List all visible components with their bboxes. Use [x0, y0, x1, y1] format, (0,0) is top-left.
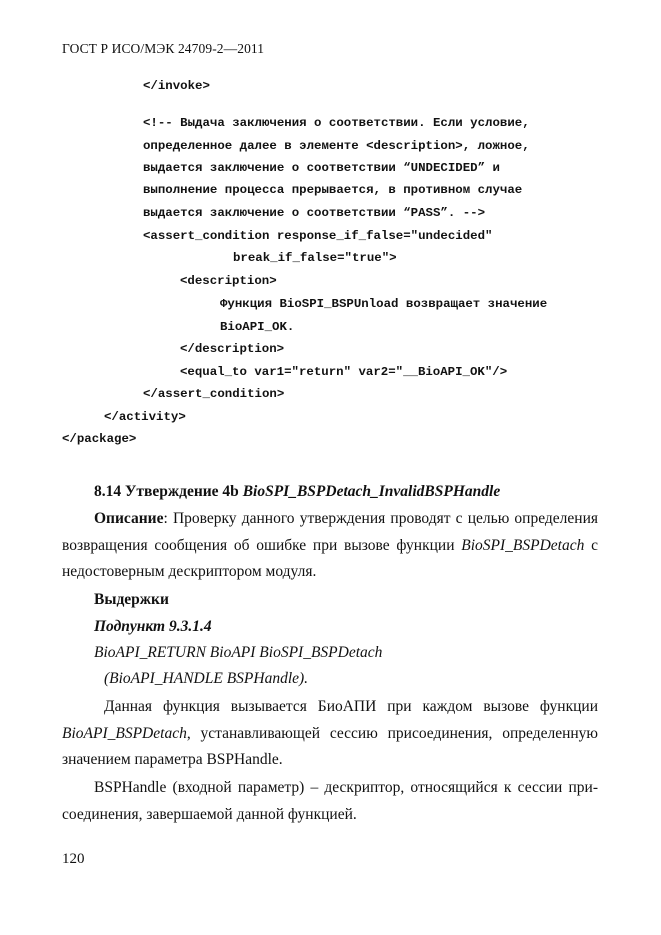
- paragraph-line: значением параметра BSPHandle.: [62, 751, 283, 768]
- signature-line: BioAPI_RETURN BioAPI BioSPI_BSPDetach: [94, 644, 383, 661]
- code-line: выдается заключение о соответствии “PASS”. -->: [143, 206, 486, 220]
- subclause-label: Подпункт 9.3.1.4: [94, 618, 212, 635]
- section-heading: [94, 483, 500, 501]
- code-line: </description>: [180, 342, 285, 356]
- code-line: <assert_condition response_if_false="undecided": [143, 229, 493, 243]
- signature-line: (BioAPI_HANDLE BSPHandle).: [104, 670, 309, 687]
- code-line: выполнение процесса прерывается, в противном случае: [143, 183, 523, 197]
- paragraph-line: соединения, завершаемой данной функцией.: [62, 806, 357, 823]
- section-number-title: 8.14 Утверждение 4b: [94, 483, 243, 500]
- function-name: BioSPI_BSPDetach: [461, 537, 585, 554]
- code-line: определенное далее в элементе <description>, ложное,: [143, 139, 530, 153]
- description-label: Описание: [94, 510, 164, 527]
- paragraph-line: BSPHandle (входной параметр) – дескриптор, относящийся к сессии при-: [94, 779, 598, 796]
- function-name: BioAPI_BSPDetach: [62, 725, 187, 742]
- code-line: <description>: [180, 274, 277, 288]
- code-line: </assert_condition>: [143, 387, 285, 401]
- document-header: ГОСТ Р ИСО/МЭК 24709-2—2011: [62, 41, 265, 56]
- paragraph-line: Данная функция вызывается БиоАПИ при каждом вызове функции: [104, 698, 598, 715]
- code-line: </package>: [62, 432, 137, 446]
- page-number: 120: [62, 851, 85, 867]
- code-line: <!-- Выдача заключения о соответствии. Если условие,: [143, 116, 530, 130]
- code-line: <equal_to var1="return" var2="__BioAPI_OK"/>: [180, 365, 508, 379]
- section-assertion-name: BioSPI_BSPDetach_InvalidBSPHandle: [242, 483, 501, 500]
- code-line: </activity>: [104, 410, 186, 424]
- code-line: </invoke>: [143, 79, 210, 93]
- code-line: break_if_false="true">: [233, 251, 397, 265]
- description-line: Описание: Проверку данного утверждения проводят с целью определения: [94, 510, 598, 527]
- excerpts-label: Выдержки: [94, 591, 169, 608]
- description-line: возвращения сообщения об ошибке при вызове функции BioSPI_BSPDetach с: [62, 537, 598, 554]
- code-line: выдается заключение о соответствии “UNDECIDED” и: [143, 161, 500, 175]
- code-line: BioAPI_OK.: [220, 320, 295, 334]
- paragraph-line: BioAPI_BSPDetach, устанавливающей сессию присоединения, определенную: [62, 725, 598, 742]
- description-line: недостоверным дескриптором модуля.: [62, 563, 317, 580]
- code-line: Функция BioSPI_BSPUnload возвращает значение: [220, 297, 548, 311]
